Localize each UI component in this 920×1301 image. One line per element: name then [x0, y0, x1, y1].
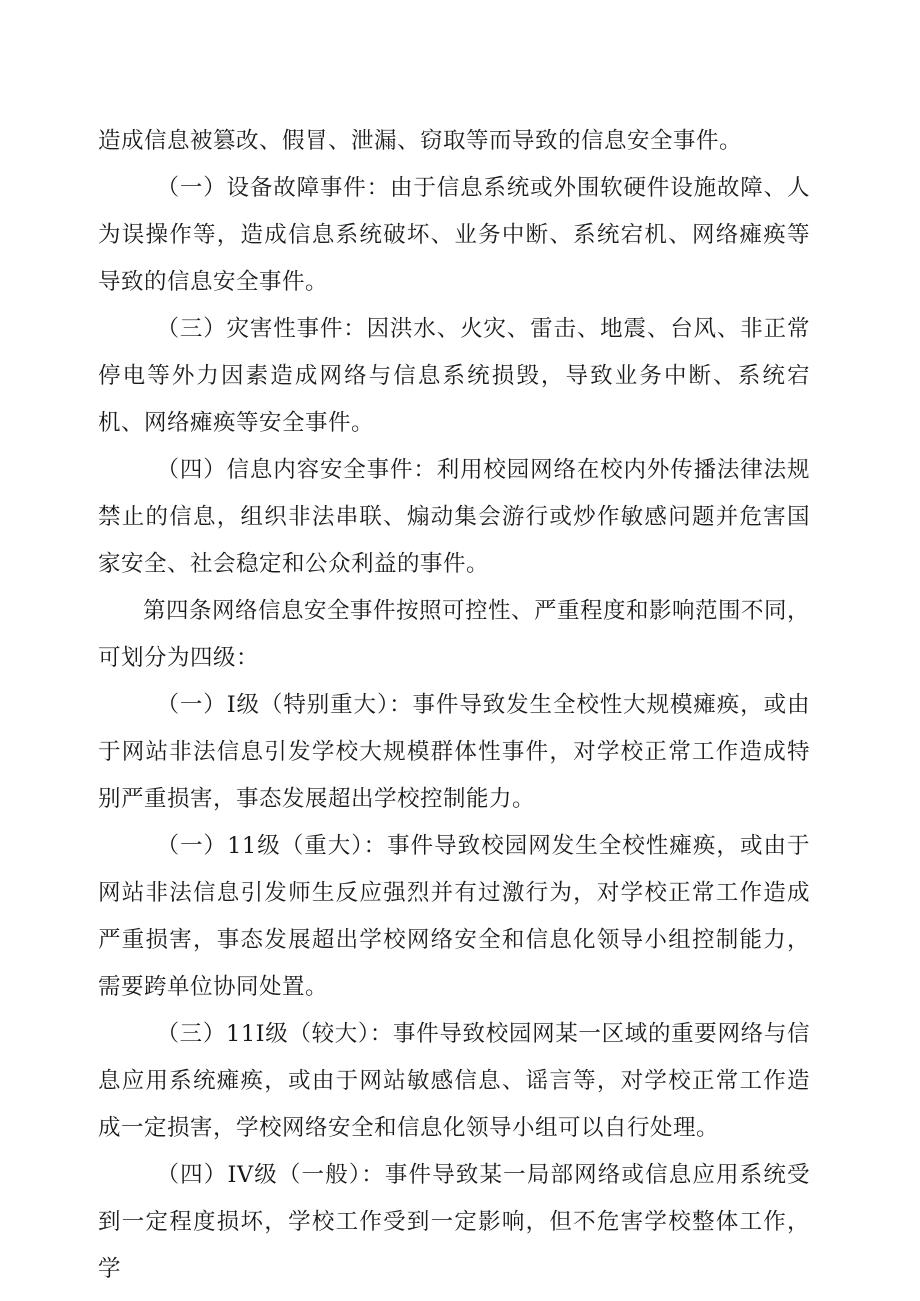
paragraph-disaster-event: （三）灾害性事件：因洪水、火灾、雷击、地震、台风、非正常停电等外力因素造成网络与信息系统损毁，导致业务中断、系统宕机、网络瘫痪等安全事件。 [98, 316, 810, 436]
paragraph-level-one: （一）I级（特别重大）：事件导致发生全校性大规模瘫痪，或由于网站非法信息引发学校大规模群体性事件，对学校正常工作造成特别严重损害，事态发展超出学校控制能力。 [98, 692, 810, 812]
document-body [98, 118, 810, 1293]
paragraph-level-two: （一）11级（重大）：事件导致校园网发生全校性瘫痪，或由于网站非法信息引发师生反应强烈并有过激行为，对学校正常工作造成严重损害，事态发展超出学校网络安全和信息化领导小组控制能力，需要跨单位协同处置。 [98, 833, 810, 1000]
paragraph-article-four: 第四条网络信息安全事件按照可控性、严重程度和影响范围不同，可划分为四级： [98, 598, 811, 671]
paragraph-level-three: （三）11I级（较大）：事件导致校园网某一区域的重要网络与信息应用系统瘫痪，或由于网站敏感信息、谣言等，对学校正常工作造成一定损害，学校网络安全和信息化领导小组可以自行处理。 [98, 1021, 810, 1141]
paragraph-continuation: 造成信息被篡改、假冒、泄漏、窃取等而导致的信息安全事件。 [98, 128, 743, 154]
paragraph-level-four: （四）IV级（一般）：事件导致某一局部网络或信息应用系统受到一定程度损坏，学校工作受到一定影响，但不危害学校整体工作，学 [98, 1162, 810, 1282]
paragraph-equipment-failure: （一）设备故障事件：由于信息系统或外围软硬件设施故障、人为误操作等，造成信息系统破坏、业务中断、系统宕机、网络瘫痪等导致的信息安全事件。 [98, 175, 810, 295]
paragraph-content-security: （四）信息内容安全事件：利用校园网络在校内外传播法律法规禁止的信息，组织非法串联、煽动集会游行或炒作敏感问题并危害国家安全、社会稳定和公众利益的事件。 [98, 457, 810, 577]
